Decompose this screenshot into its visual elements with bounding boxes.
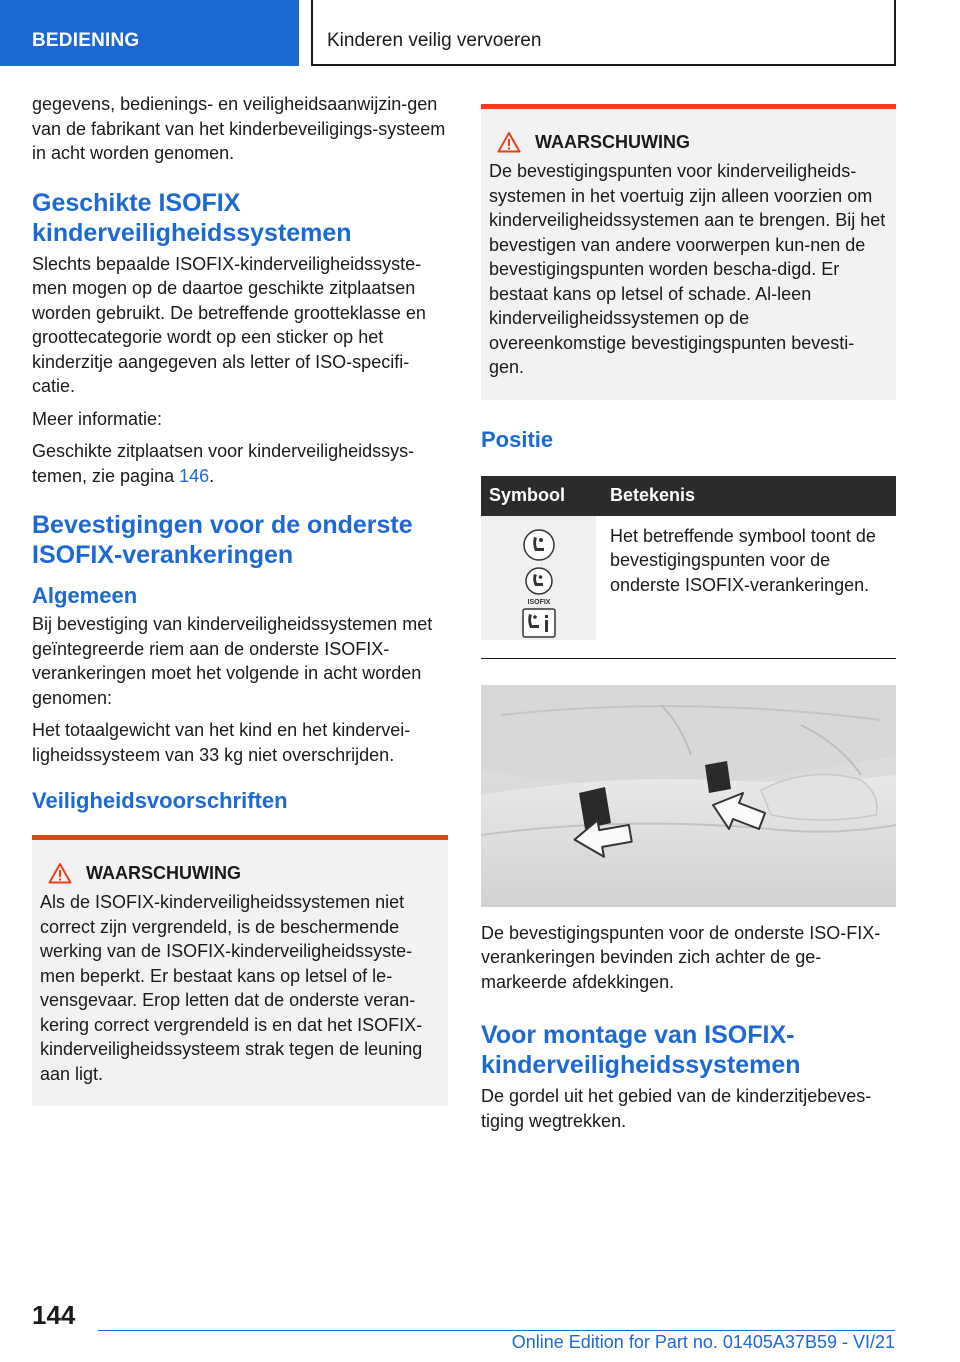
column-header-meaning: Betekenis (602, 476, 896, 516)
paragraph-more-info: Meer informatie: (32, 408, 163, 429)
warning-text: Als de ISOFIX-kinderveiligheidssystemen niet correct zijn vergrendeld, is de beschermende werking van de ISOFIX-kinderveiligheidssyste-men beperkt. Er bestaat kans op letsel of le-vensgevaar. Erop letten dat de onderste veran-kering correct vergrendeld is en dat het ISOFIX-kinderveiligheidssysteem strak tegen de leuning aan ligt. (40, 892, 423, 1084)
symbol-cell (481, 516, 602, 640)
table-row (481, 516, 896, 640)
paragraph-general-1: Bij bevestiging van kinderveiligheidssystemen met geïntegreerde riem aan de onderste ISOFIX-verankeringen moet het volgende in acht worden genomen: (32, 614, 433, 708)
warning-label: WAARSCHUWING (86, 862, 241, 883)
warning-text: De bevestigingspunten voor kinderveiligheids-systemen in het voertuig zijn alleen voorzien om kinderveiligheidssystemen aan te brengen. Bij het bevestigen van andere voorwerpen kun-nen de bevestigingspunten worden bescha-digd. Er bestaat kans op letsel of schade. Al-leen kinderveiligheidssystemen op de overeenkomstige bevestigingspunten bevesti-gen. (489, 161, 886, 377)
rear-seat-illustration (481, 685, 896, 907)
footer-divider (98, 1330, 895, 1331)
paragraph-suitable: Slechts bepaalde ISOFIX-kinderveiligheidssyste-men mogen op de daartoe geschikte zitplaatsen worden gebruikt. De betreffende grootteklasse en groottecategorie wordt op een sticker op het kinderzitje aangegeven als letter of ISO-specifi-catie. (32, 253, 426, 396)
page-reference-link[interactable]: 146 (179, 465, 210, 486)
heading-suitable-isofix: Geschikte ISOFIX kinderveiligheidssystemen (32, 188, 352, 247)
child-seat-icon (522, 528, 556, 562)
seat-photo (481, 685, 896, 907)
heading-fixings: Bevestigingen voor de onderste ISOFIX-verankeringen (32, 511, 413, 569)
child-seat-isofix-icon (522, 566, 556, 606)
intro-paragraph: gegevens, bedienings- en veiligheidsaanwijzin-gen van de fabrikant van het kinderbeveiligings-systeem in acht worden genomen. (32, 94, 446, 163)
reference-text: Geschikte zitplaatsen voor kinderveiligheidssys-temen, zie pagina (32, 441, 415, 486)
paragraph-general-2: Het totaalgewicht van het kind en het kindervei-ligheidssysteem van 33 kg niet overschrijden. (32, 720, 411, 765)
heading-position: Positie (481, 426, 554, 452)
warning-triangle-icon (48, 862, 72, 884)
table-divider (481, 658, 896, 659)
warning-triangle-icon (497, 131, 521, 153)
chapter-title: Kinderen veilig vervoeren (311, 0, 896, 66)
symbol-table (481, 476, 896, 640)
heading-before-mounting: Voor montage van ISOFIX-kinderveiligheidssystemen (481, 1021, 801, 1079)
warning-box-lock (32, 835, 448, 1106)
warning-label: WAARSCHUWING (535, 131, 690, 152)
section-tab[interactable]: BEDIENING (0, 0, 299, 66)
warning-header (40, 862, 438, 884)
right-column (481, 104, 896, 1141)
heading-safety: Veiligheidsvoorschriften (32, 788, 288, 813)
warning-header (489, 131, 886, 153)
warning-box-fixing-points (481, 104, 896, 400)
paragraph-before-mounting: De gordel uit het gebied van de kinderzitjebeves-tiging wegtrekken. (481, 1086, 872, 1131)
reference-end: . (209, 465, 215, 486)
meaning-cell: Het betreffende symbool toont de bevestigingspunten voor de onderste ISOFIX-verankeringen. (610, 525, 876, 595)
paragraph-photo-caption: De bevestigingspunten voor de onderste ISO-FIX-verankeringen bevinden zich achter de ge-markeerde afdekkingen. (481, 922, 881, 992)
heading-general: Algemeen (32, 583, 138, 608)
isofix-icon-label: ISOFIX (527, 598, 550, 606)
edition-note: Online Edition for Part no. 01405A37B59 - VI/21 (511, 1332, 895, 1352)
paragraph-reference (32, 439, 448, 488)
column-header-symbol: Symbool (481, 476, 602, 516)
page-number: 144 (32, 1300, 76, 1330)
child-seat-info-icon (522, 608, 556, 638)
left-column (32, 92, 448, 1106)
